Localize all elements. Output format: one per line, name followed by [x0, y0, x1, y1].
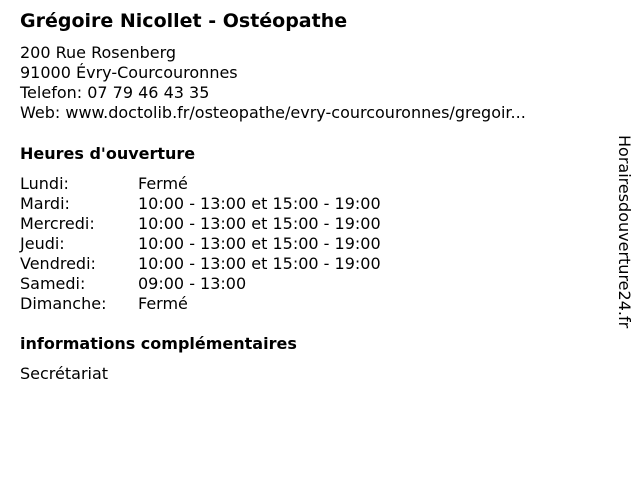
- day-hours: Fermé: [138, 174, 188, 193]
- address-block: [20, 43, 526, 123]
- day-label: Dimanche:: [20, 294, 107, 313]
- day-label: Mercredi:: [20, 214, 95, 233]
- day-hours: 10:00 - 13:00 et 15:00 - 19:00: [138, 194, 381, 213]
- hours-row-friday: [20, 254, 381, 274]
- website-label: Web:: [20, 103, 66, 122]
- hours-row-wednesday: [20, 214, 381, 234]
- day-label: Samedi:: [20, 274, 86, 293]
- hours-row-tuesday: [20, 194, 381, 214]
- additional-info-text: Secrétariat: [20, 364, 109, 383]
- day-hours: 10:00 - 13:00 et 15:00 - 19:00: [138, 234, 381, 253]
- website-line: [20, 103, 526, 123]
- day-label: Mardi:: [20, 194, 70, 213]
- hours-row-saturday: [20, 274, 381, 294]
- opening-hours-table: [20, 174, 381, 314]
- day-label: Jeudi:: [20, 234, 65, 253]
- day-label: Vendredi:: [20, 254, 96, 273]
- page-title: Grégoire Nicollet - Ostéopathe: [20, 10, 348, 32]
- hours-row-thursday: [20, 234, 381, 254]
- website-link[interactable]: www.doctolib.fr/osteopathe/evry-courcouronnes/gregoir...: [65, 103, 526, 122]
- opening-hours-heading: Heures d'ouverture: [20, 144, 196, 163]
- additional-info-heading: informations complémentaires: [20, 334, 297, 353]
- street-address: 200 Rue Rosenberg: [20, 43, 177, 62]
- city-address: 91000 Évry-Courcouronnes: [20, 63, 238, 82]
- phone-number: Telefon: 07 79 46 43 35: [20, 83, 210, 102]
- site-watermark: Horairesdouverture24.fr: [615, 135, 634, 329]
- day-hours: 09:00 - 13:00: [138, 274, 247, 293]
- day-hours: 10:00 - 13:00 et 15:00 - 19:00: [138, 254, 381, 273]
- hours-row-monday: [20, 174, 381, 194]
- day-hours: 10:00 - 13:00 et 15:00 - 19:00: [138, 214, 381, 233]
- hours-row-sunday: [20, 294, 381, 314]
- day-hours: Fermé: [138, 294, 188, 313]
- day-label: Lundi:: [20, 174, 69, 193]
